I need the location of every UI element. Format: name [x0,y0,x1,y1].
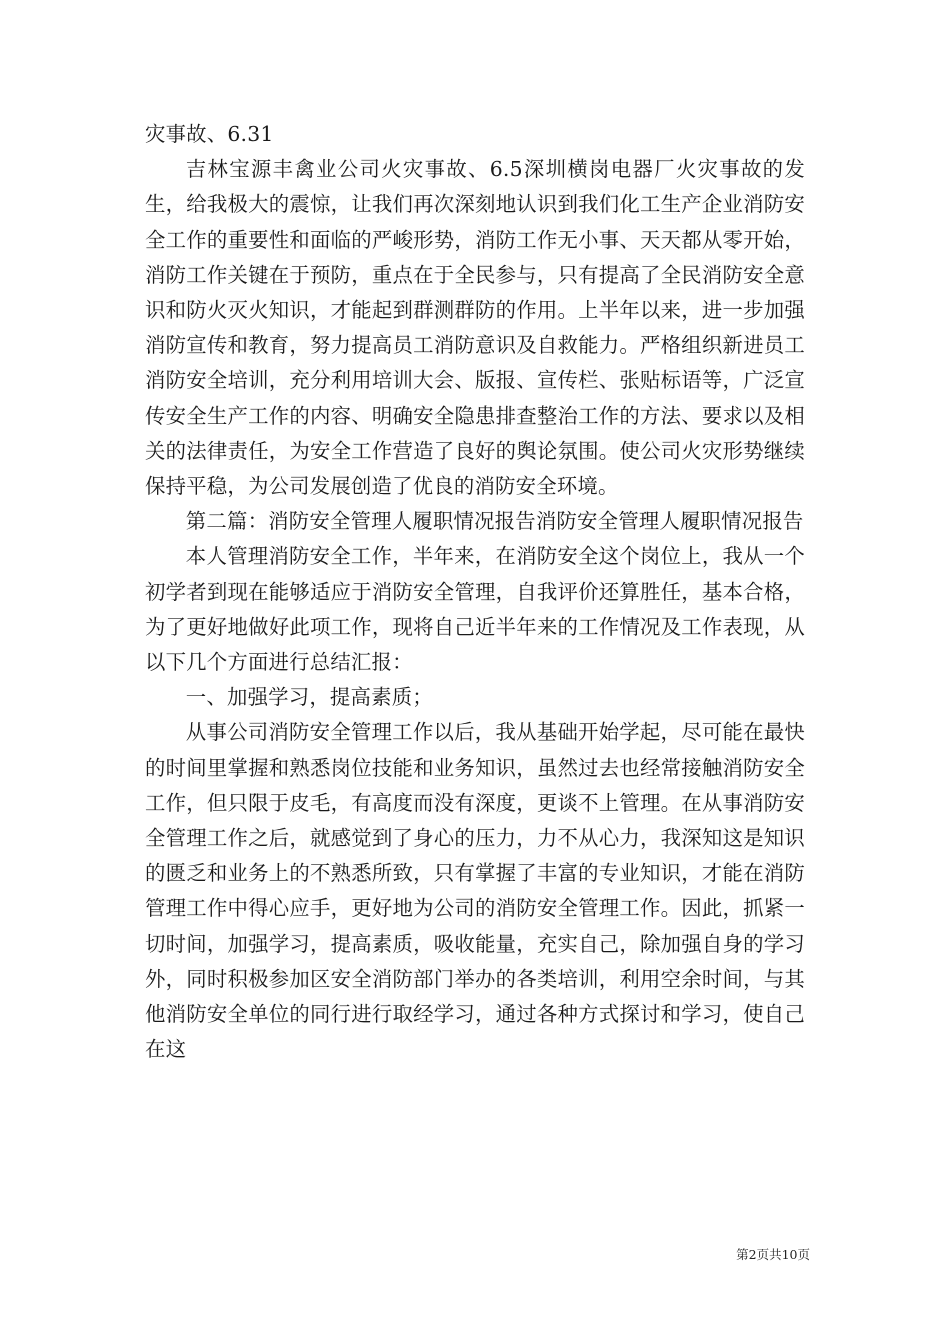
paragraph-fire-safety-awareness: 吉林宝源丰禽业公司火灾事故、6.5深圳横岗电器厂火灾事故的发生，给我极大的震惊，让我们再次深刻地认识到我们化工生产企业消防安全工作的重要性和面临的严峻形势，消防工作无小事、天天都从零开始，消防工作关键在于预防，重点在于全民参与，只有提高了全民消防安全意识和防火灭火知识，才能起到群测群防的作用。上半年以来，进一步加强消防宣传和教育，努力提高员工消防意识及自救能力。严格组织新进员工消防安全培训，充分利用培训大会、版报、宣传栏、张贴标语等，广泛宣传安全生产工作的内容、明确安全隐患排查整治工作的方法、要求以及相关的法律责任，为安全工作营造了良好的舆论氛围。使公司火灾形势继续保持平稳，为公司发展创造了优良的消防安全环境。 [145,157,805,499]
document-body [145,117,805,1067]
paragraph-self-evaluation: 本人管理消防安全工作，半年来，在消防安全这个岗位上，我从一个初学者到现在能够适应于消防安全管理，自我评价还算胜任，基本合格，为了更好地做好此项工作，现将自己近半年来的工作情况及工作表现，从以下几个方面进行总结汇报： [145,544,805,675]
paragraph-continuation: 灾事故、6.31 [145,122,274,146]
paragraph-study-details: 从事公司消防安全管理工作以后，我从基础开始学起，尽可能在最快的时间里掌握和熟悉岗位技能和业务知识，虽然过去也经常接触消防安全工作，但只限于皮毛，有高度而没有深度，更谈不上管理。在从事消防安全管理工作之后，就感觉到了身心的压力，力不从心力，我深知这是知识的匮乏和业务上的不熟悉所致，只有掌握了丰富的专业知识，才能在消防管理工作中得心应手，更好地为公司的消防安全管理工作。因此，抓紧一切时间，加强学习，提高素质，吸收能量，充实自己，除加强自身的学习外，同时积极参加区安全消防部门举办的各类培训，利用空余时间，与其他消防安全单位的同行进行取经学习，通过各种方式探讨和学习，使自己在这 [145,720,805,1062]
subheading-study: 一、加强学习，提高素质； [185,685,433,710]
page-number-footer: 第2页共10页 [736,1247,810,1262]
section-heading-part-two: 第二篇：消防安全管理人履职情况报告消防安全管理人履职情况报告 [185,509,804,534]
